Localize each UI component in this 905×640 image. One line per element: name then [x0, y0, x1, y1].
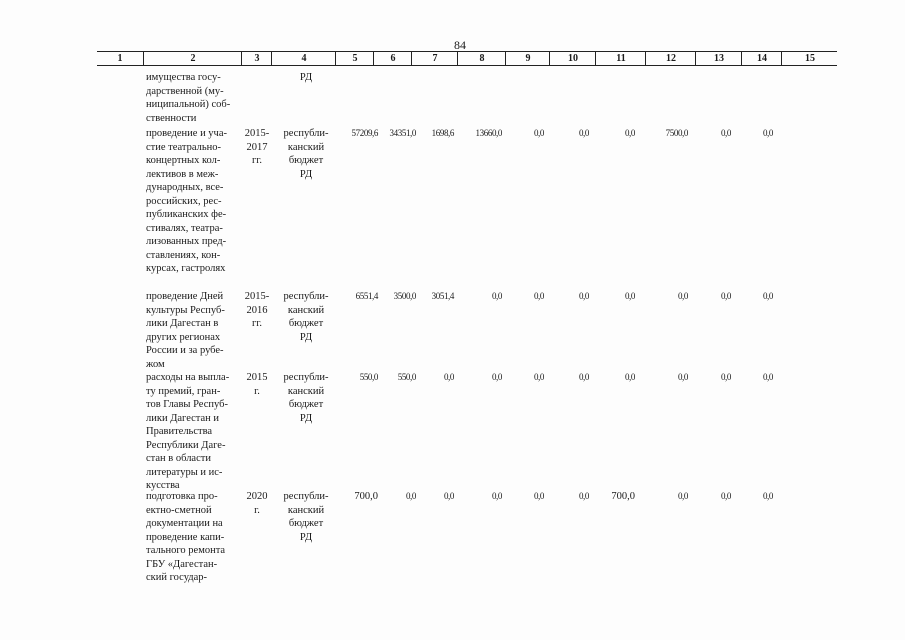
- value-col-7: 3051,4: [431, 291, 454, 301]
- value-col-10: 0,0: [578, 491, 589, 501]
- value-col-13: 0,0: [720, 291, 731, 301]
- value-col-8: 0,0: [491, 291, 502, 301]
- page-number: 84: [454, 38, 466, 52]
- activity-description: проведение и уча- стие театрально- концертных кол- лективов в меж- дународных, все- российских, рес- публиканских фе- стивалях, театра- лизованных пред- ставлениях, кон- курсах, гастролях: [146, 128, 227, 274]
- value-col-12: 7500,0: [665, 128, 688, 138]
- header-col-3: 3: [241, 52, 272, 65]
- value-col-11: 0,0: [624, 291, 635, 301]
- funding-source: республи- канский бюджет РД: [283, 291, 329, 343]
- value-col-7: 0,0: [443, 372, 454, 382]
- value-col-5: 550,0: [359, 372, 378, 382]
- value-col-13: 0,0: [720, 128, 731, 138]
- header-col-2: 2: [143, 52, 242, 65]
- header-col-10: 10: [549, 52, 596, 65]
- value-col-8: 13660,0: [475, 128, 502, 138]
- implementation-period: 2015- 2017 гг.: [244, 128, 270, 166]
- value-col-6: 34351,0: [389, 128, 416, 138]
- activity-description: проведение Дней культуры Респуб- лики Дагестан в других регионах России и за рубе- жом: [146, 291, 225, 370]
- value-col-7: 1698,6: [431, 128, 454, 138]
- value-col-10: 0,0: [578, 291, 589, 301]
- header-col-12: 12: [645, 52, 696, 65]
- value-col-10: 0,0: [578, 128, 589, 138]
- value-col-7: 0,0: [443, 491, 454, 501]
- value-col-9: 0,0: [533, 291, 544, 301]
- activity-description: расходы на выпла- ту премий, гран- тов Главы Респуб- лики Дагестан и Правительства Республики Даге- стан в области литературы и ис- кусства: [146, 372, 230, 491]
- value-col-6: 3500,0: [393, 291, 416, 301]
- value-col-9: 0,0: [533, 128, 544, 138]
- activity-description: имущества госу- дарственной (му- ниципальной) соб- ственности: [146, 72, 231, 124]
- value-col-5: 6551,4: [355, 291, 378, 301]
- value-col-11: 0,0: [624, 372, 635, 382]
- table-header: [97, 51, 837, 66]
- value-col-11: 700,0: [611, 491, 635, 502]
- funding-source: республи- канский бюджет РД: [283, 372, 329, 424]
- value-col-11: 0,0: [624, 128, 635, 138]
- header-col-1: 1: [117, 53, 123, 64]
- value-col-13: 0,0: [720, 372, 731, 382]
- header-col-5: 5: [335, 52, 374, 65]
- activity-description: подготовка про- ектно-сметной документации на проведение капи- тального ремонта ГБУ «Дагестан- ский государ-: [146, 491, 226, 583]
- header-col-6: 6: [373, 52, 412, 65]
- header-col-4: 4: [271, 52, 336, 65]
- value-col-12: 0,0: [677, 491, 688, 501]
- value-col-14: 0,0: [762, 128, 773, 138]
- implementation-period: 2015 г.: [246, 372, 268, 397]
- funding-source: республи- канский бюджет РД: [283, 491, 329, 543]
- header-col-15: 15: [781, 52, 838, 65]
- value-col-6: 0,0: [405, 491, 416, 501]
- value-col-14: 0,0: [762, 291, 773, 301]
- funding-source: РД: [299, 72, 313, 83]
- value-col-14: 0,0: [762, 491, 773, 501]
- implementation-period: 2020 г.: [246, 491, 268, 516]
- implementation-period: 2015- 2016 гг.: [244, 291, 270, 329]
- header-col-9: 9: [505, 52, 550, 65]
- value-col-10: 0,0: [578, 372, 589, 382]
- value-col-8: 0,0: [491, 491, 502, 501]
- value-col-12: 0,0: [677, 372, 688, 382]
- value-col-13: 0,0: [720, 491, 731, 501]
- header-col-11: 11: [595, 52, 646, 65]
- value-col-8: 0,0: [491, 372, 502, 382]
- header-col-13: 13: [695, 52, 742, 65]
- header-col-14: 14: [741, 52, 782, 65]
- value-col-14: 0,0: [762, 372, 773, 382]
- value-col-6: 550,0: [397, 372, 416, 382]
- header-col-7: 7: [411, 52, 458, 65]
- value-col-12: 0,0: [677, 291, 688, 301]
- value-col-5: 57209,6: [351, 128, 378, 138]
- header-col-8: 8: [457, 52, 506, 65]
- funding-source: республи- канский бюджет РД: [283, 128, 329, 180]
- value-col-9: 0,0: [533, 372, 544, 382]
- value-col-9: 0,0: [533, 491, 544, 501]
- value-col-5: 700,0: [354, 491, 378, 502]
